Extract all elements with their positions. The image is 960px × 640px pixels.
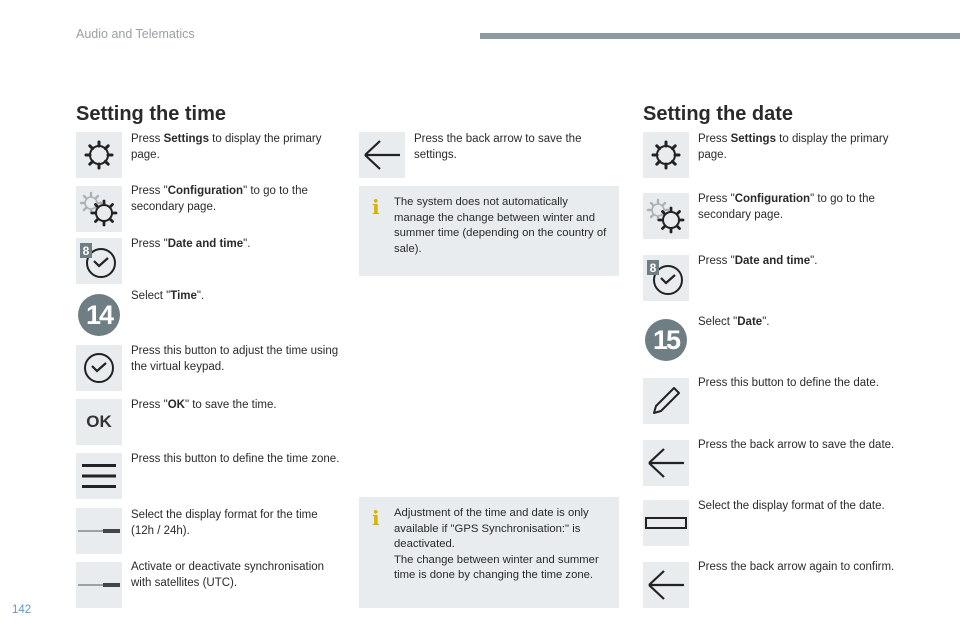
date-step-2: Press "Configuration" to go to the secondary page.: [698, 193, 875, 221]
time-step-6: Press "OK" to save the time.: [131, 399, 277, 411]
clock-icon: [644, 258, 688, 298]
date-date-and-time-button[interactable]: [643, 255, 689, 301]
clock-badge-digit: 8: [649, 261, 657, 275]
date-step-3: Press "Date and time".: [698, 255, 818, 267]
date-confirm-back-arrow-button[interactable]: [643, 562, 689, 608]
back-arrow-icon: [362, 138, 402, 172]
time-date-and-time-button[interactable]: [76, 238, 122, 284]
pencil-icon: [648, 383, 684, 419]
time-sync-toggle[interactable]: [76, 562, 122, 608]
time-zone-button[interactable]: [76, 453, 122, 499]
step-number-15: 15: [645, 319, 687, 361]
gear-icon: [651, 140, 681, 170]
date-define-button[interactable]: [643, 378, 689, 424]
time-format-button[interactable]: [76, 508, 122, 554]
date-section-title: Setting the date: [643, 103, 794, 125]
ok-label: OK: [86, 412, 112, 431]
date-format-button[interactable]: [643, 500, 689, 546]
time-adjust-button[interactable]: [76, 345, 122, 391]
time-back-step: Press the back arrow to save the settings.: [414, 133, 582, 161]
info-box-winter-summer: [359, 186, 619, 276]
time-step-4: Select "Time".: [131, 290, 205, 302]
time-step-1: Press Settings to display the primary page.: [131, 133, 322, 161]
back-arrow-icon: [646, 446, 686, 480]
time-settings-button[interactable]: [76, 132, 122, 178]
gear-icon: [84, 140, 114, 170]
date-step-8: Press the back arrow again to confirm.: [698, 561, 895, 573]
info-icon: i: [372, 195, 380, 219]
info-text: The system does not automatically manage the change between winter and summer time (depending on the country of sale).: [394, 196, 607, 255]
time-step-8: Select the display format for the time (12h / 24h).: [131, 509, 318, 537]
date-step-6: Press the back arrow to save the date.: [698, 439, 895, 451]
date-step-7: Select the display format of the date.: [698, 500, 885, 512]
time-step-7: Press this button to define the time zone.: [131, 453, 340, 465]
slider-icon: [77, 575, 121, 595]
time-configuration-button[interactable]: [76, 186, 122, 232]
slider-icon: [77, 521, 121, 541]
header-title: Audio and Telematics: [76, 27, 195, 41]
gears-icon: [79, 191, 119, 227]
time-section-title: Setting the time: [76, 103, 227, 125]
page-number: 142: [12, 604, 32, 616]
clock-icon: [77, 241, 121, 281]
step-number-14: 14: [78, 294, 120, 336]
time-step-number: [76, 292, 122, 338]
info-text-gps: Adjustment of the time and date is only available if "GPS Synchronisation:" is deactivated.: [394, 507, 589, 550]
time-step-9: Activate or deactivate synchronisation with satellites (UTC).: [131, 561, 325, 589]
back-arrow-icon: [646, 568, 686, 602]
clock-badge-digit: 8: [82, 244, 90, 258]
date-step-5: Press this button to define the date.: [698, 377, 879, 389]
menu-icon: [81, 461, 117, 491]
info-box-gps: [359, 497, 619, 608]
date-back-arrow-button[interactable]: [643, 440, 689, 486]
header-bar: [480, 33, 960, 39]
time-step-3: Press "Date and time".: [131, 238, 251, 250]
date-step-1: Press Settings to display the primary page.: [698, 133, 889, 161]
time-step-5: Press this button to adjust the time using the virtual keypad.: [131, 345, 339, 373]
date-settings-button[interactable]: [643, 132, 689, 178]
time-ok-button[interactable]: [76, 399, 122, 445]
info-icon: i: [372, 506, 380, 530]
time-back-arrow-button[interactable]: [359, 132, 405, 178]
info-text-timezone: The change between winter and summer time is done by changing the time zone.: [394, 553, 599, 581]
gears-icon: [646, 198, 686, 234]
date-step-number: [643, 317, 689, 363]
date-step-4: Select "Date".: [698, 316, 770, 328]
check-icon: [82, 351, 116, 385]
time-step-2: Press "Configuration" to go to the secondary page.: [131, 185, 308, 213]
date-configuration-button[interactable]: [643, 193, 689, 239]
bar-icon: [645, 516, 687, 530]
